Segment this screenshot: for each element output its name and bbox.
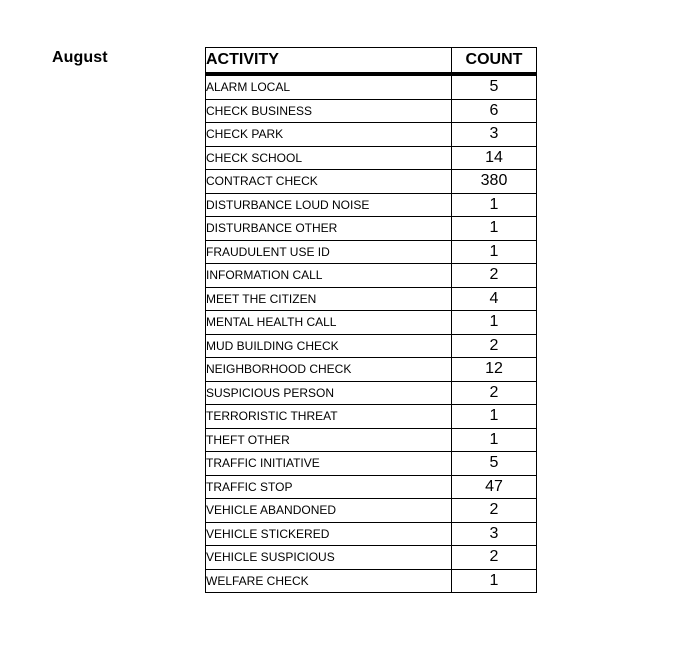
table-row	[206, 217, 537, 241]
activity-cell: CHECK PARK	[206, 123, 452, 147]
table-row	[206, 146, 537, 170]
count-cell: 3	[452, 123, 537, 147]
activity-cell: VEHICLE SUSPICIOUS	[206, 546, 452, 570]
table-row	[206, 99, 537, 123]
table-row	[206, 74, 537, 99]
count-cell: 14	[452, 146, 537, 170]
table-row	[206, 452, 537, 476]
count-cell: 1	[452, 569, 537, 593]
table-row	[206, 334, 537, 358]
count-cell: 380	[452, 170, 537, 194]
month-title: August	[52, 49, 108, 66]
activity-cell: MEET THE CITIZEN	[206, 287, 452, 311]
count-cell: 5	[452, 74, 537, 99]
activity-cell: CHECK SCHOOL	[206, 146, 452, 170]
table-row	[206, 405, 537, 429]
activity-cell: TRAFFIC STOP	[206, 475, 452, 499]
activity-cell: FRAUDULENT USE ID	[206, 240, 452, 264]
count-cell: 47	[452, 475, 537, 499]
count-cell: 1	[452, 240, 537, 264]
activity-cell: CONTRACT CHECK	[206, 170, 452, 194]
count-cell: 2	[452, 381, 537, 405]
count-column-header: COUNT	[452, 48, 537, 75]
activity-cell: THEFT OTHER	[206, 428, 452, 452]
table-row	[206, 522, 537, 546]
count-cell: 1	[452, 193, 537, 217]
activity-table	[205, 47, 537, 593]
activity-cell: DISTURBANCE LOUD NOISE	[206, 193, 452, 217]
count-cell: 6	[452, 99, 537, 123]
header-row	[206, 48, 537, 75]
activity-cell: WELFARE CHECK	[206, 569, 452, 593]
count-cell: 1	[452, 428, 537, 452]
table-row	[206, 240, 537, 264]
table-row	[206, 546, 537, 570]
activity-cell: VEHICLE STICKERED	[206, 522, 452, 546]
count-cell: 1	[452, 405, 537, 429]
activity-cell: CHECK BUSINESS	[206, 99, 452, 123]
table-row	[206, 475, 537, 499]
activity-cell: VEHICLE ABANDONED	[206, 499, 452, 523]
count-cell: 5	[452, 452, 537, 476]
table-row	[206, 428, 537, 452]
table-row	[206, 569, 537, 593]
activity-column-header: ACTIVITY	[206, 48, 452, 75]
activity-cell: MUD BUILDING CHECK	[206, 334, 452, 358]
count-cell: 12	[452, 358, 537, 382]
count-cell: 3	[452, 522, 537, 546]
activity-cell: TRAFFIC INITIATIVE	[206, 452, 452, 476]
table-row	[206, 381, 537, 405]
table-row	[206, 287, 537, 311]
table-body	[206, 74, 537, 593]
table-row	[206, 170, 537, 194]
count-cell: 2	[452, 499, 537, 523]
count-cell: 2	[452, 264, 537, 288]
activity-cell: SUSPICIOUS PERSON	[206, 381, 452, 405]
activity-cell: INFORMATION CALL	[206, 264, 452, 288]
table-row	[206, 123, 537, 147]
activity-cell: ALARM LOCAL	[206, 74, 452, 99]
count-cell: 2	[452, 546, 537, 570]
count-cell: 4	[452, 287, 537, 311]
table-row	[206, 193, 537, 217]
count-cell: 1	[452, 311, 537, 335]
table-row	[206, 264, 537, 288]
table-row	[206, 358, 537, 382]
activity-cell: MENTAL HEALTH CALL	[206, 311, 452, 335]
table-header	[206, 48, 537, 75]
table-row	[206, 499, 537, 523]
activity-cell: TERRORISTIC THREAT	[206, 405, 452, 429]
table-row	[206, 311, 537, 335]
count-cell: 1	[452, 217, 537, 241]
count-cell: 2	[452, 334, 537, 358]
activity-cell: DISTURBANCE OTHER	[206, 217, 452, 241]
activity-cell: NEIGHBORHOOD CHECK	[206, 358, 452, 382]
